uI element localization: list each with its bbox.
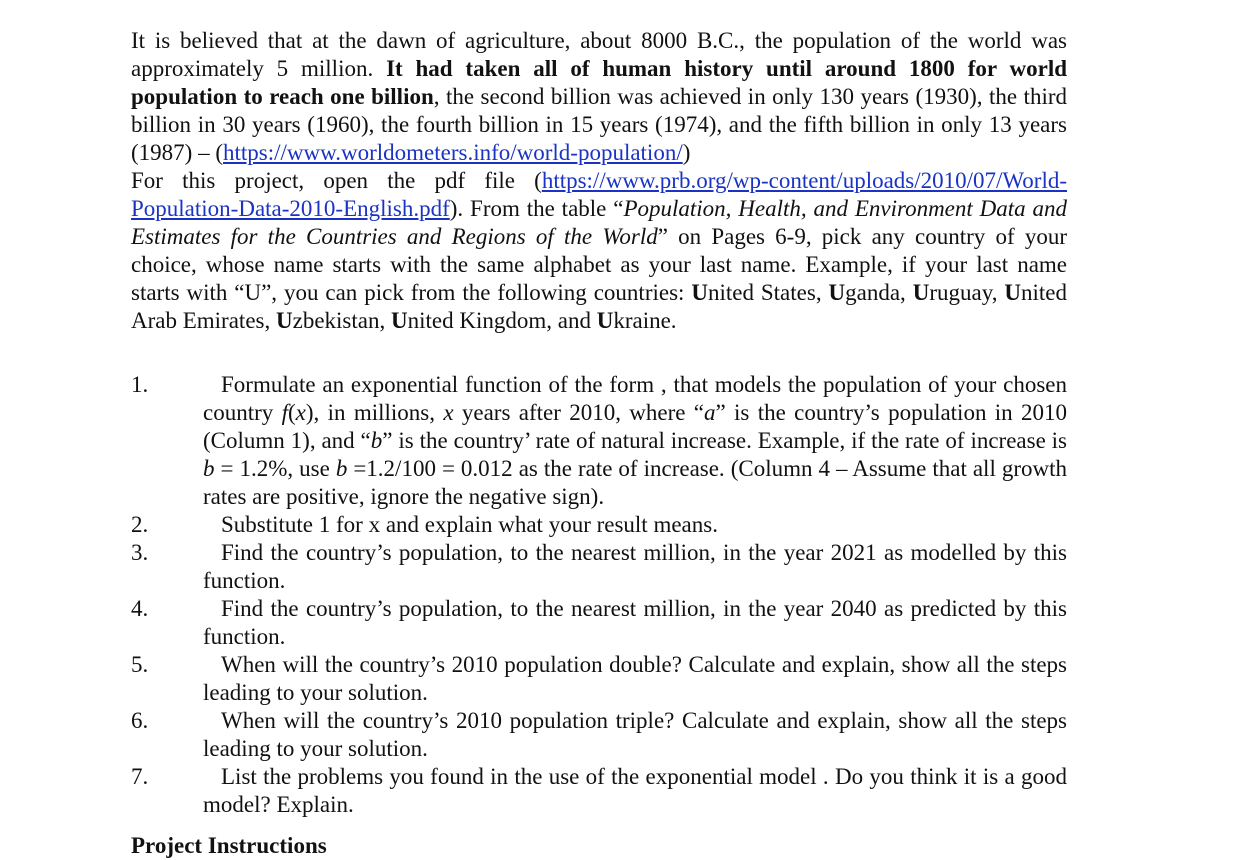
country-initial: U [275, 308, 293, 333]
question-item-4 [131, 595, 1067, 651]
math-var-b: b [370, 428, 383, 453]
instructions-text-2: ). From the table “ [449, 196, 624, 221]
list-separator: , [264, 308, 276, 333]
question-text: Substitute 1 for x and explain what your result means. [221, 512, 718, 537]
question-item-5 [131, 651, 1067, 707]
list-separator: , [991, 280, 1005, 305]
question-text: When will the country’s 2010 population triple? Calculate and explain, show all the steps leading to your solution. [203, 708, 1067, 761]
question-text-part: years after 2010, where “ [453, 400, 704, 425]
question-item-7 [131, 763, 1067, 819]
country-item [829, 280, 901, 305]
country-rest: ruguay [929, 280, 992, 305]
list-separator: , [815, 280, 829, 305]
question-list [131, 371, 1067, 819]
question-text-part: ), in millions, [305, 400, 444, 425]
instructions-text-1: For this project, open the pdf file ( [131, 168, 542, 193]
question-number: 3. [131, 540, 149, 565]
country-rest: zbekistan [292, 308, 380, 333]
country-item [276, 308, 379, 333]
country-initial: U [691, 280, 708, 305]
country-rest: nited Arab Emirates [131, 280, 1068, 333]
spacer [131, 335, 1067, 371]
next-section-heading: Project Instructions [131, 833, 327, 858]
country-rest: nited Kingdom [407, 308, 547, 333]
list-separator: , and [546, 308, 597, 333]
intro-paragraph [131, 27, 1067, 167]
question-number: 7. [131, 764, 149, 789]
country-initial: U [828, 280, 846, 305]
question-number: 5. [131, 652, 149, 677]
country-rest: nited States [707, 280, 816, 305]
math-var-f: f [281, 400, 288, 425]
math-var-a: a [704, 400, 716, 425]
country-initial: U [390, 308, 408, 333]
prb-pdf-link[interactable]: https://www.prb.org/wp-content/uploads/2010/07/World-Population-Data-2010-English.pdf [131, 168, 1067, 221]
question-text: List the problems you found in the use of the exponential model . Do you think it is a good model? Explain. [203, 764, 1067, 817]
intro-text-3: ) [682, 140, 691, 165]
country-item [913, 280, 992, 305]
question-number: 1. [131, 372, 149, 397]
math-var-b: b [335, 456, 348, 481]
instructions-text-3: ” on Pages 6-9, pick any country of your choice, whose name starts with the same alphabet as your last name. Example, if your last name starts with “U”, you can pick from the following countries: [131, 224, 1067, 305]
country-rest: ganda [845, 280, 901, 305]
question-item-6 [131, 707, 1067, 763]
question-text: Find the country’s population, to the nearest million, in the year 2021 as modelled by this function. [203, 540, 1067, 593]
question-text-part: = 1.2%, use [214, 456, 336, 481]
country-item [391, 308, 546, 333]
question-item-2 [131, 511, 1067, 539]
country-item [691, 280, 815, 305]
intro-text-1: It is believed that at the dawn of agriculture, about 8000 B.C., the population of the world was approximately 5 million. [131, 28, 1067, 81]
question-text: Find the country’s population, to the nearest million, in the year 2040 as predicted by this function. [203, 596, 1067, 649]
intro-bold-statement: It had taken all of human history until around 1800 for world population to reach one billion [131, 56, 1068, 109]
question-item-1 [131, 371, 1067, 511]
question-number: 2. [131, 512, 149, 537]
question-number: 4. [131, 596, 149, 621]
math-var-b: b [203, 456, 215, 481]
country-item [597, 308, 671, 333]
country-rest: kraine [613, 308, 671, 333]
question-text: When will the country’s 2010 population double? Calculate and explain, show all the steps leading to your solution. [203, 652, 1067, 705]
country-initial: U [596, 308, 614, 333]
instructions-end: . [670, 308, 677, 333]
question-text-part: ( [287, 400, 296, 425]
question-text-part: ” is the country’ rate of natural increase. Example, if the rate of increase is [382, 428, 1068, 453]
list-separator: , [900, 280, 913, 305]
worldometers-link[interactable]: https://www.worldometers.info/world-population/ [222, 140, 683, 165]
instructions-paragraph [131, 167, 1067, 335]
math-var-x: x [295, 400, 306, 425]
math-var-x: x [443, 400, 454, 425]
question-text-part: Formulate an exponential function of the form , that models the population of your chosen country [203, 372, 1067, 425]
country-initial: U [1004, 280, 1022, 305]
document-body [131, 27, 1067, 819]
question-text-part: =1.2/100 = 0.012 as the rate of increase. (Column 4 – Assume that all growth rates are positive, ignore the negative sign). [203, 456, 1067, 509]
question-text-part: ” is the country’s population in 2010 (Column 1), and “ [203, 400, 1068, 453]
list-separator: , [379, 308, 391, 333]
table-title: Population, Health, and Environment Data and Estimates for the Countries and Regions of the World [131, 196, 1067, 249]
question-number: 6. [131, 708, 149, 733]
question-item-3 [131, 539, 1067, 595]
question-text [203, 371, 1067, 511]
intro-text-2: , the second billion was achieved in only 130 years (1930), the third billion in 30 years (1960), the fourth billion in 15 years (1974), and the fifth billion in only 13 years (1987) – ( [131, 84, 1067, 165]
country-initial: U [912, 280, 930, 305]
